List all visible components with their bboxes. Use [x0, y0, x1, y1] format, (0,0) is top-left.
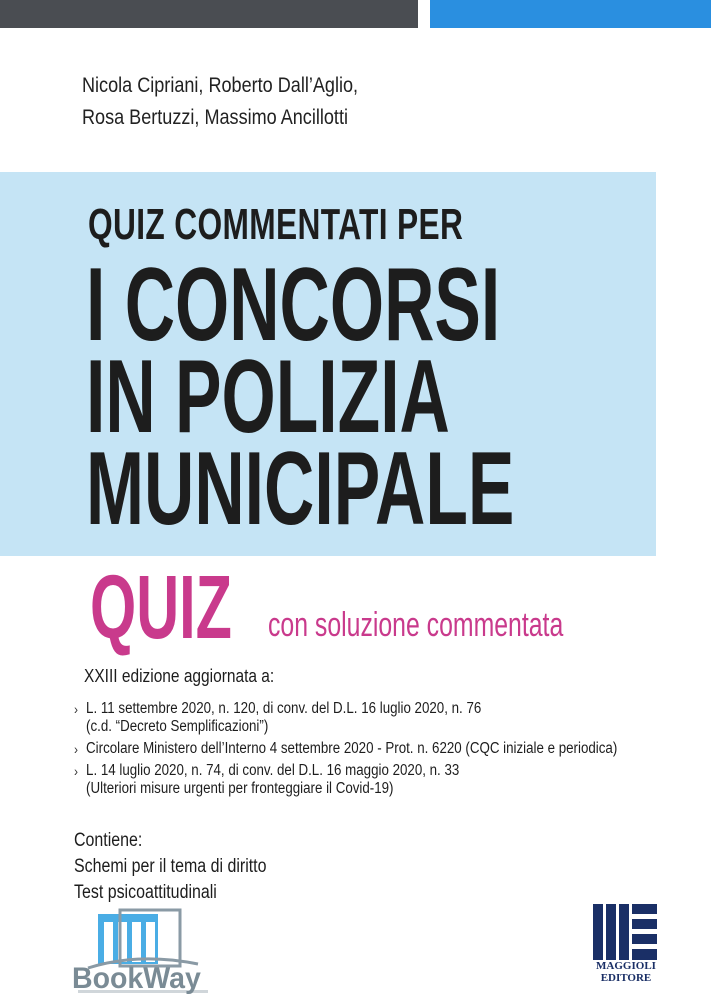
authors: [82, 70, 358, 134]
title-line-3: IN POLIZIA: [86, 339, 450, 455]
chevron-right-icon: ›: [74, 763, 79, 779]
law-item: [74, 700, 556, 736]
contents-item: Test psicoattitudinali: [74, 882, 217, 903]
law-item: [74, 762, 556, 798]
maggioli-logo-icon: [593, 904, 657, 960]
title-line-4: MUNICIPALE: [86, 431, 515, 547]
bookway-wordmark: BookWay: [72, 962, 201, 995]
publisher-name: [588, 960, 664, 984]
publisher-line-1: MAGGIOLI: [596, 960, 656, 972]
top-bar-blue: [430, 0, 711, 28]
law-item: [74, 740, 618, 758]
authors-line-2: Rosa Bertuzzi, Massimo Ancillotti: [82, 106, 348, 129]
law-line: (c.d. “Decreto Semplificazioni”): [86, 718, 269, 735]
chevron-right-icon: ›: [74, 701, 79, 717]
contents-heading: Contiene:: [74, 830, 143, 851]
law-line: L. 14 luglio 2020, n. 74, di conv. del D.L. 16 maggio 2020, n. 33: [86, 762, 460, 779]
law-list: [74, 700, 634, 802]
title-line-2: I CONCORSI: [86, 247, 501, 363]
law-line: L. 11 settembre 2020, n. 120, di conv. del D.L. 16 luglio 2020, n. 76: [86, 700, 482, 717]
contents-block: [74, 828, 266, 906]
quiz-subtitle: con soluzione commentata: [268, 606, 564, 644]
publisher-line-2: EDITORE: [600, 972, 652, 984]
edition-label: XXIII edizione aggiornata a:: [84, 666, 275, 686]
chevron-right-icon: ›: [74, 741, 79, 757]
law-line: (Ulteriori misure urgenti per fronteggiare il Covid-19): [86, 780, 394, 797]
quiz-label: QUIZ: [90, 558, 232, 658]
top-bar-dark: [0, 0, 418, 28]
contents-item: Schemi per il tema di diritto: [74, 856, 267, 877]
authors-line-1: Nicola Cipriani, Roberto Dall’Aglio,: [82, 74, 359, 97]
law-line: Circolare Ministero dell’Interno 4 settembre 2020 - Prot. n. 6220 (CQC iniziale e periodica): [86, 740, 618, 757]
title-line-1: QUIZ COMMENTATI PER: [88, 200, 464, 249]
